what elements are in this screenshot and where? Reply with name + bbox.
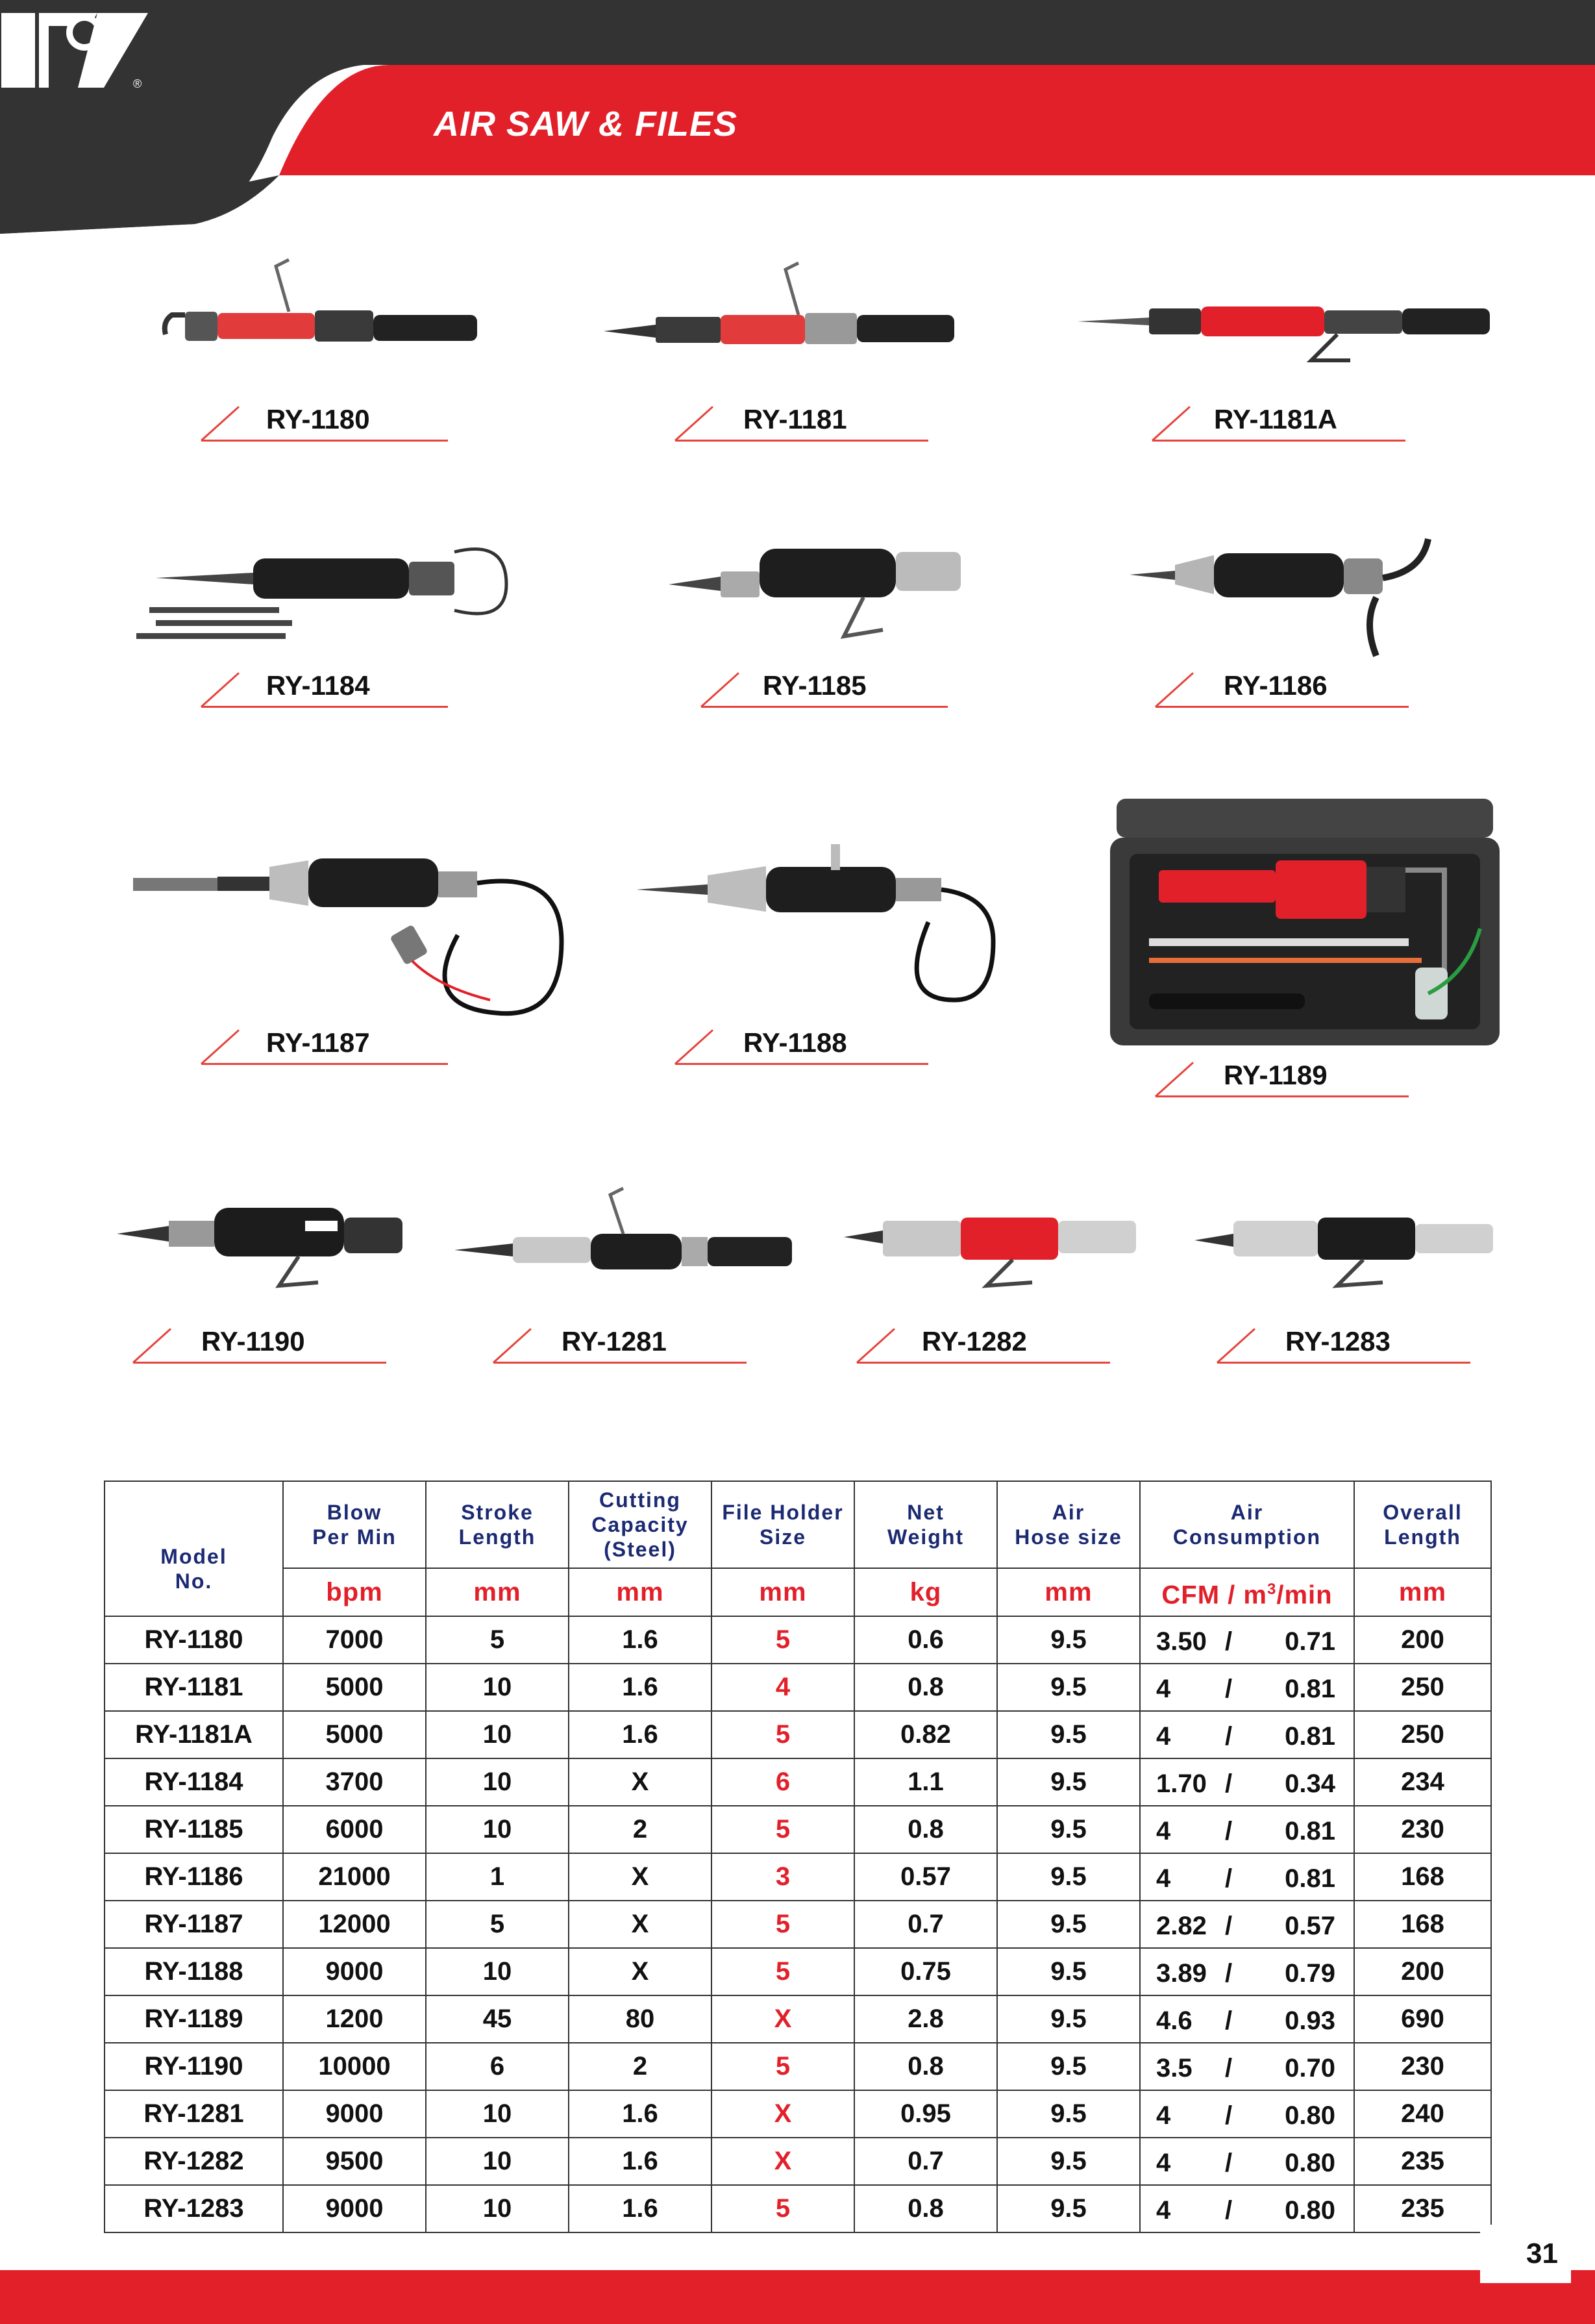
tool-case-kit-icon [1110, 799, 1500, 1045]
unit-tail: /min [1276, 1581, 1333, 1610]
cell-model: RY-1187 [105, 1901, 283, 1948]
label-underline [1156, 1095, 1409, 1097]
air-saw-icon [159, 240, 484, 370]
air-saw-icon [117, 1182, 415, 1299]
cell-model: RY-1181A [105, 1711, 283, 1758]
cell-cutting: 1.6 [569, 1711, 711, 1758]
label-slash [201, 406, 240, 441]
label-slash [1155, 672, 1194, 707]
cell-hose: 9.5 [997, 1711, 1140, 1758]
cell-cutting: 1.6 [569, 1664, 711, 1711]
cell-blow: 12000 [283, 1901, 426, 1948]
consumption-cfm: 4 [1156, 2101, 1171, 2130]
cell-cutting: 2 [569, 1806, 711, 1853]
air-file-icon [1130, 526, 1448, 662]
cell-fileholder: 6 [711, 1758, 854, 1806]
footer-bar [0, 2270, 1595, 2324]
cell-consumption [1140, 2138, 1354, 2185]
cell-model: RY-1180 [105, 1616, 283, 1664]
cell-length: 235 [1354, 2138, 1491, 2185]
label-underline [201, 1063, 448, 1065]
product-label: RY-1185 [763, 670, 867, 701]
cell-weight: 0.6 [854, 1616, 997, 1664]
cell-length: 250 [1354, 1664, 1491, 1711]
page-header [0, 0, 1595, 240]
cell-consumption [1140, 1853, 1354, 1901]
cell-stroke: 10 [426, 2138, 569, 2185]
label-underline [201, 440, 448, 442]
consumption-cfm: 3.50 [1156, 1627, 1207, 1656]
cell-hose: 9.5 [997, 1664, 1140, 1711]
header-line: Length [1384, 1525, 1461, 1549]
cell-length: 235 [1354, 2185, 1491, 2232]
label-slash [1155, 1062, 1194, 1097]
cell-fileholder: 5 [711, 2043, 854, 2090]
cell-fileholder: 5 [711, 1901, 854, 1948]
cell-blow: 5000 [283, 1664, 426, 1711]
consumption-cfm: 4 [1156, 2149, 1171, 2177]
cell-weight: 0.95 [854, 2090, 997, 2138]
air-saw-icon [669, 526, 1006, 656]
consumption-separator: / [1225, 2196, 1233, 2225]
cell-weight: 0.8 [854, 2043, 997, 2090]
cell-blow: 6000 [283, 1806, 426, 1853]
consumption-m3: 0.71 [1285, 1627, 1335, 1656]
label-underline [201, 706, 448, 708]
product-label: RY-1283 [1285, 1326, 1391, 1356]
table-row [105, 1616, 1491, 1664]
consumption-separator: / [1225, 1722, 1233, 1751]
consumption-cfm: 4 [1156, 1864, 1171, 1893]
cell-length: 230 [1354, 2043, 1491, 2090]
cell-cutting: 1.6 [569, 2185, 711, 2232]
consumption-separator: / [1225, 1675, 1233, 1703]
table-row [105, 1948, 1491, 1995]
cell-hose: 9.5 [997, 1806, 1140, 1853]
table-row [105, 1711, 1491, 1758]
cell-stroke: 10 [426, 1806, 569, 1853]
cell-stroke: 5 [426, 1616, 569, 1664]
cell-cutting: X [569, 1758, 711, 1806]
header-line: Stroke [461, 1501, 534, 1524]
header-line: No. [175, 1569, 213, 1593]
product-ry-1181a [1078, 240, 1493, 448]
cell-weight: 2.8 [854, 1995, 997, 2043]
cell-hose: 9.5 [997, 2185, 1140, 2232]
consumption-m3: 0.80 [1285, 2196, 1335, 2225]
cell-cutting: 1.6 [569, 2138, 711, 2185]
consumption-m3: 0.81 [1285, 1722, 1335, 1751]
label-underline [701, 706, 948, 708]
label-underline [493, 1362, 747, 1364]
cell-model: RY-1281 [105, 2090, 283, 2138]
header-line: Capacity [591, 1513, 689, 1536]
label-slash [201, 672, 240, 707]
cell-cutting: X [569, 1901, 711, 1948]
product-ry-1181 [604, 240, 928, 448]
product-ry-1184 [136, 526, 526, 721]
consumption-cfm: 4 [1156, 1817, 1171, 1845]
cell-blow: 9000 [283, 1948, 426, 1995]
product-ry-1185 [669, 526, 1058, 721]
product-label: RY-1189 [1224, 1060, 1328, 1090]
product-ry-1281 [454, 1169, 818, 1370]
unit-weight: kg [854, 1568, 997, 1616]
cell-consumption [1140, 2185, 1354, 2232]
cell-model: RY-1282 [105, 2138, 283, 2185]
product-ry-1186 [1130, 526, 1519, 721]
cell-length: 250 [1354, 1711, 1491, 1758]
cell-fileholder: 5 [711, 1806, 854, 1853]
cell-cutting: X [569, 1948, 711, 1995]
label-slash [1217, 1328, 1255, 1363]
cell-fileholder: X [711, 1995, 854, 2043]
cell-consumption [1140, 1664, 1354, 1711]
label-underline [675, 440, 928, 442]
air-saw-icon [1194, 1182, 1506, 1299]
table-units-row [105, 1568, 1491, 1616]
cell-stroke: 5 [426, 1901, 569, 1948]
unit-sup: 3 [1267, 1580, 1277, 1598]
cell-consumption [1140, 1758, 1354, 1806]
cell-length: 234 [1354, 1758, 1491, 1806]
cell-hose: 9.5 [997, 1853, 1140, 1901]
consumption-separator: / [1225, 2006, 1233, 2035]
cell-stroke: 10 [426, 1711, 569, 1758]
product-label: RY-1181 [743, 404, 847, 434]
consumption-separator: / [1225, 1959, 1233, 1988]
consumption-m3: 0.34 [1285, 1769, 1335, 1798]
cell-stroke: 45 [426, 1995, 569, 2043]
cell-consumption [1140, 1948, 1354, 1995]
consumption-cfm: 4.6 [1156, 2006, 1193, 2035]
product-label: RY-1187 [266, 1027, 370, 1058]
air-file-set-icon [136, 526, 539, 662]
header-hose [997, 1481, 1140, 1568]
cell-hose: 9.5 [997, 1901, 1140, 1948]
label-slash [132, 1328, 171, 1363]
cell-stroke: 10 [426, 1664, 569, 1711]
cell-fileholder: 4 [711, 1664, 854, 1711]
cell-cutting: 1.6 [569, 2090, 711, 2138]
header-line: Model [160, 1545, 227, 1568]
header-line: Size [759, 1525, 807, 1549]
cell-weight: 0.8 [854, 1806, 997, 1853]
header-line: Weight [887, 1525, 965, 1549]
cell-cutting: 2 [569, 2043, 711, 2090]
label-slash [493, 1328, 532, 1363]
label-underline [1156, 706, 1409, 708]
table-row [105, 2043, 1491, 2090]
air-file-icon [130, 838, 571, 1032]
cell-cutting: 1.6 [569, 1616, 711, 1664]
consumption-cfm: 4 [1156, 1722, 1171, 1751]
product-label: RY-1282 [922, 1326, 1027, 1356]
table-row [105, 1664, 1491, 1711]
cell-blow: 21000 [283, 1853, 426, 1901]
product-ry-1283 [1194, 1169, 1532, 1370]
consumption-m3: 0.80 [1285, 2149, 1335, 2177]
product-label: RY-1186 [1224, 670, 1328, 701]
cell-blow: 9000 [283, 2090, 426, 2138]
header-line: (Steel) [604, 1538, 676, 1561]
header-line: Air [1230, 1501, 1264, 1524]
consumption-separator: / [1225, 2101, 1233, 2130]
cell-weight: 0.7 [854, 1901, 997, 1948]
cell-weight: 1.1 [854, 1758, 997, 1806]
air-saw-icon [844, 1182, 1143, 1299]
cell-hose: 9.5 [997, 1995, 1140, 2043]
consumption-m3: 0.81 [1285, 1675, 1335, 1703]
consumption-m3: 0.70 [1285, 2054, 1335, 2082]
cell-fileholder: 3 [711, 1853, 854, 1901]
cell-model: RY-1283 [105, 2185, 283, 2232]
unit-consumption [1140, 1568, 1354, 1616]
consumption-separator: / [1225, 2054, 1233, 2082]
product-ry-1180 [156, 240, 480, 448]
label-slash [201, 1029, 240, 1064]
cell-blow: 9000 [283, 2185, 426, 2232]
table-row [105, 1901, 1491, 1948]
cell-stroke: 10 [426, 1758, 569, 1806]
cell-length: 168 [1354, 1901, 1491, 1948]
label-underline [1152, 440, 1405, 442]
product-label: RY-1188 [743, 1027, 847, 1058]
consumption-separator: / [1225, 1912, 1233, 1940]
page-title: AIR SAW & FILES [434, 105, 738, 144]
product-label: RY-1184 [266, 670, 370, 701]
unit-fileholder: mm [711, 1568, 854, 1616]
consumption-separator: / [1225, 1817, 1233, 1845]
consumption-separator: / [1225, 1769, 1233, 1798]
unit-cfm: CFM / m [1161, 1581, 1267, 1610]
header-line: Hose size [1015, 1525, 1122, 1549]
product-label: RY-1181A [1214, 404, 1337, 434]
cell-hose: 9.5 [997, 1758, 1140, 1806]
cell-cutting: X [569, 1853, 711, 1901]
header-line: Cutting [599, 1488, 681, 1512]
consumption-m3: 0.81 [1285, 1817, 1335, 1845]
table-row [105, 2185, 1491, 2232]
unit-cutting: mm [569, 1568, 711, 1616]
cell-model: RY-1181 [105, 1664, 283, 1711]
cell-blow: 5000 [283, 1711, 426, 1758]
table-body [105, 1616, 1491, 2232]
cell-stroke: 10 [426, 2185, 569, 2232]
consumption-cfm: 2.82 [1156, 1912, 1207, 1940]
cell-hose: 9.5 [997, 2090, 1140, 2138]
cell-weight: 0.8 [854, 1664, 997, 1711]
cell-consumption [1140, 1995, 1354, 2043]
unit-stroke: mm [426, 1568, 569, 1616]
header-blow [283, 1481, 426, 1568]
air-file-icon [1078, 273, 1493, 370]
air-saw-icon [454, 1182, 792, 1299]
cell-fileholder: 5 [711, 1711, 854, 1758]
consumption-cfm: 4 [1156, 1675, 1171, 1703]
cell-hose: 9.5 [997, 2138, 1140, 2185]
cell-blow: 10000 [283, 2043, 426, 2090]
cell-hose: 9.5 [997, 1948, 1140, 1995]
header-model [105, 1481, 283, 1616]
cell-weight: 0.57 [854, 1853, 997, 1901]
consumption-cfm: 1.70 [1156, 1769, 1207, 1798]
cell-hose: 9.5 [997, 2043, 1140, 2090]
air-saw-icon [604, 240, 954, 370]
product-ry-1187 [130, 838, 584, 1078]
cell-stroke: 10 [426, 1948, 569, 1995]
cell-length: 240 [1354, 2090, 1491, 2138]
unit-length: mm [1354, 1568, 1491, 1616]
cell-stroke: 1 [426, 1853, 569, 1901]
consumption-separator: / [1225, 1864, 1233, 1893]
header-line: Per Min [312, 1525, 397, 1549]
cell-stroke: 10 [426, 2090, 569, 2138]
cell-cutting: 80 [569, 1995, 711, 2043]
cell-model: RY-1185 [105, 1806, 283, 1853]
label-slash [1152, 406, 1191, 441]
cell-fileholder: 5 [711, 1616, 854, 1664]
label-slash [674, 406, 713, 441]
header-fileholder [711, 1481, 854, 1568]
header-banner [0, 0, 1595, 240]
product-ry-1188 [636, 838, 1091, 1078]
cell-weight: 0.7 [854, 2138, 997, 2185]
table-row [105, 2090, 1491, 2138]
consumption-m3: 0.80 [1285, 2101, 1335, 2130]
page-number: 31 [1480, 2225, 1571, 2283]
consumption-cfm: 4 [1156, 2196, 1171, 2225]
cell-length: 200 [1354, 1948, 1491, 1995]
consumption-cfm: 3.89 [1156, 1959, 1207, 1988]
product-ry-1282 [837, 1169, 1175, 1370]
label-underline [675, 1063, 928, 1065]
cell-blow: 1200 [283, 1995, 426, 2043]
product-ry-1189 [1104, 799, 1506, 1104]
cell-model: RY-1188 [105, 1948, 283, 1995]
header-line: Air [1052, 1501, 1085, 1524]
table-row [105, 1806, 1491, 1853]
cell-length: 200 [1354, 1616, 1491, 1664]
cell-length: 168 [1354, 1853, 1491, 1901]
label-slash [856, 1328, 895, 1363]
table-row [105, 1853, 1491, 1901]
label-underline [1217, 1362, 1470, 1364]
product-label: RY-1190 [201, 1326, 305, 1356]
consumption-m3: 0.79 [1285, 1959, 1335, 1988]
registered-mark: ® [133, 77, 142, 90]
header-line: Consumption [1172, 1525, 1322, 1549]
cell-fileholder: 5 [711, 2185, 854, 2232]
cell-stroke: 6 [426, 2043, 569, 2090]
cell-fileholder: X [711, 2090, 854, 2138]
label-underline [133, 1362, 386, 1364]
label-slash [674, 1029, 713, 1064]
cell-weight: 0.75 [854, 1948, 997, 1995]
air-file-icon [636, 838, 1000, 1019]
header-cutting [569, 1481, 711, 1568]
cell-consumption [1140, 1901, 1354, 1948]
table-header-row [105, 1481, 1491, 1568]
header-consumption [1140, 1481, 1354, 1568]
cell-length: 230 [1354, 1806, 1491, 1853]
cell-consumption [1140, 1806, 1354, 1853]
product-ry-1190 [117, 1169, 441, 1370]
cell-consumption [1140, 2043, 1354, 2090]
ry-logo [0, 0, 149, 91]
cell-length: 690 [1354, 1995, 1491, 2043]
header-length [1354, 1481, 1491, 1568]
header-line: Net [907, 1501, 945, 1524]
cell-model: RY-1190 [105, 2043, 283, 2090]
table-row [105, 1995, 1491, 2043]
table-row [105, 1758, 1491, 1806]
label-underline [857, 1362, 1110, 1364]
header-line: File Holder [722, 1501, 844, 1524]
consumption-cfm: 3.5 [1156, 2054, 1193, 2082]
unit-blow: bpm [283, 1568, 426, 1616]
cell-model: RY-1189 [105, 1995, 283, 2043]
header-stroke [426, 1481, 569, 1568]
table-row [105, 2138, 1491, 2185]
cell-model: RY-1184 [105, 1758, 283, 1806]
product-label: RY-1180 [266, 404, 370, 434]
cell-model: RY-1186 [105, 1853, 283, 1901]
cell-weight: 0.82 [854, 1711, 997, 1758]
cell-weight: 0.8 [854, 2185, 997, 2232]
header-line: Overall [1383, 1501, 1463, 1524]
cell-blow: 3700 [283, 1758, 426, 1806]
cell-fileholder: 5 [711, 1948, 854, 1995]
consumption-m3: 0.81 [1285, 1864, 1335, 1893]
cell-blow: 7000 [283, 1616, 426, 1664]
label-slash [700, 672, 739, 707]
spec-table [104, 1481, 1492, 2233]
consumption-separator: / [1225, 2149, 1233, 2177]
consumption-m3: 0.93 [1285, 2006, 1335, 2035]
cell-consumption [1140, 1616, 1354, 1664]
header-line: Blow [327, 1501, 382, 1524]
product-label: RY-1281 [562, 1326, 667, 1356]
consumption-separator: / [1225, 1627, 1233, 1656]
cell-hose: 9.5 [997, 1616, 1140, 1664]
consumption-m3: 0.57 [1285, 1912, 1335, 1940]
cell-consumption [1140, 1711, 1354, 1758]
unit-hose: mm [997, 1568, 1140, 1616]
header-weight [854, 1481, 997, 1568]
cell-consumption [1140, 2090, 1354, 2138]
cell-blow: 9500 [283, 2138, 426, 2185]
header-line: Length [458, 1525, 536, 1549]
cell-fileholder: X [711, 2138, 854, 2185]
